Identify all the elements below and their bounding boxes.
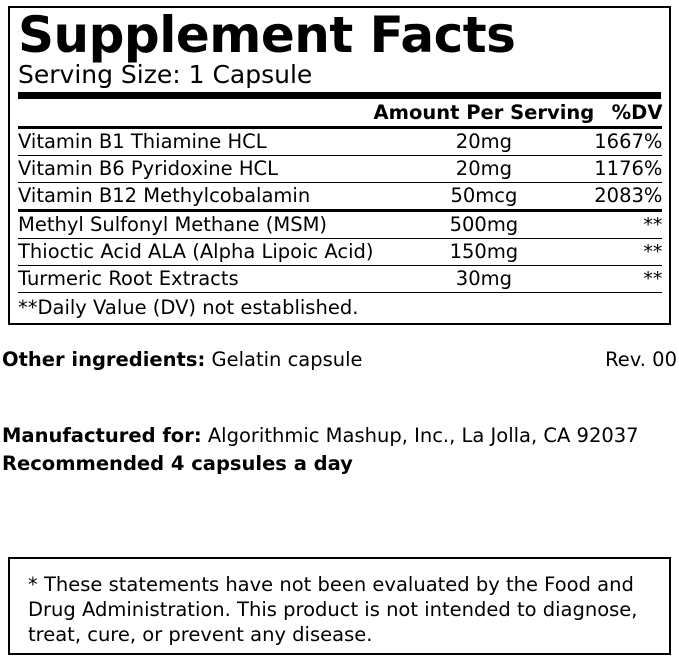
table-row [18, 210, 662, 238]
revision-number: Rev. 00 [605, 348, 677, 371]
table-row [18, 265, 662, 292]
other-ingredients-row [2, 348, 677, 371]
serving-size: Serving Size: 1 Capsule [18, 60, 313, 89]
recommended-dose: Recommended 4 capsules a day [2, 452, 353, 475]
nutrient-amount: 20mg [374, 127, 595, 155]
nutrient-name: Methyl Sulfonyl Methane (MSM) [18, 210, 374, 238]
header-amount: Amount Per Serving [374, 99, 595, 128]
nutrient-dv: 1667% [594, 127, 662, 155]
supplement-facts-panel [8, 6, 671, 325]
panel-rule-thick [18, 92, 661, 99]
daily-value-note: **Daily Value (DV) not established. [18, 295, 359, 319]
nutrient-amount: 50mcg [374, 182, 595, 210]
fda-disclaimer-text: * These statements have not been evaluated by the Food and Drug Administration. This product is not intended to diagnose, treat, cure, or prevent any disease. [28, 573, 638, 646]
nutrient-dv: 1176% [594, 155, 662, 182]
nutrient-name: Vitamin B6 Pyridoxine HCL [18, 155, 374, 182]
other-ingredients [2, 348, 363, 371]
table-row [18, 182, 662, 210]
fda-disclaimer-box [8, 557, 671, 655]
nutrient-amount: 500mg [374, 210, 595, 238]
table-row [18, 238, 662, 265]
nutrient-dv: ** [594, 238, 662, 265]
table-header-row [18, 99, 662, 128]
nutrient-name: Vitamin B12 Methylcobalamin [18, 182, 374, 210]
nutrient-name: Turmeric Root Extracts [18, 265, 374, 292]
nutrient-dv: ** [594, 210, 662, 238]
table-row [18, 127, 662, 155]
panel-title: Supplement Facts [18, 6, 516, 64]
nutrient-amount: 20mg [374, 155, 595, 182]
table-row [18, 155, 662, 182]
other-ingredients-label: Other ingredients: [2, 348, 206, 371]
header-dv: %DV [594, 99, 662, 128]
nutrition-table [18, 99, 662, 293]
manufacturer-line [2, 424, 639, 447]
nutrient-name: Vitamin B1 Thiamine HCL [18, 127, 374, 155]
header-name [18, 99, 374, 128]
manufacturer-value: Algorithmic Mashup, Inc., La Jolla, CA 92037 [207, 424, 639, 447]
nutrient-amount: 150mg [374, 238, 595, 265]
nutrient-dv: 2083% [594, 182, 662, 210]
other-ingredients-value: Gelatin capsule [211, 348, 363, 371]
manufacturer-label: Manufactured for: [2, 424, 202, 447]
nutrient-name: Thioctic Acid ALA (Alpha Lipoic Acid) [18, 238, 374, 265]
nutrient-dv: ** [594, 265, 662, 292]
nutrient-amount: 30mg [374, 265, 595, 292]
